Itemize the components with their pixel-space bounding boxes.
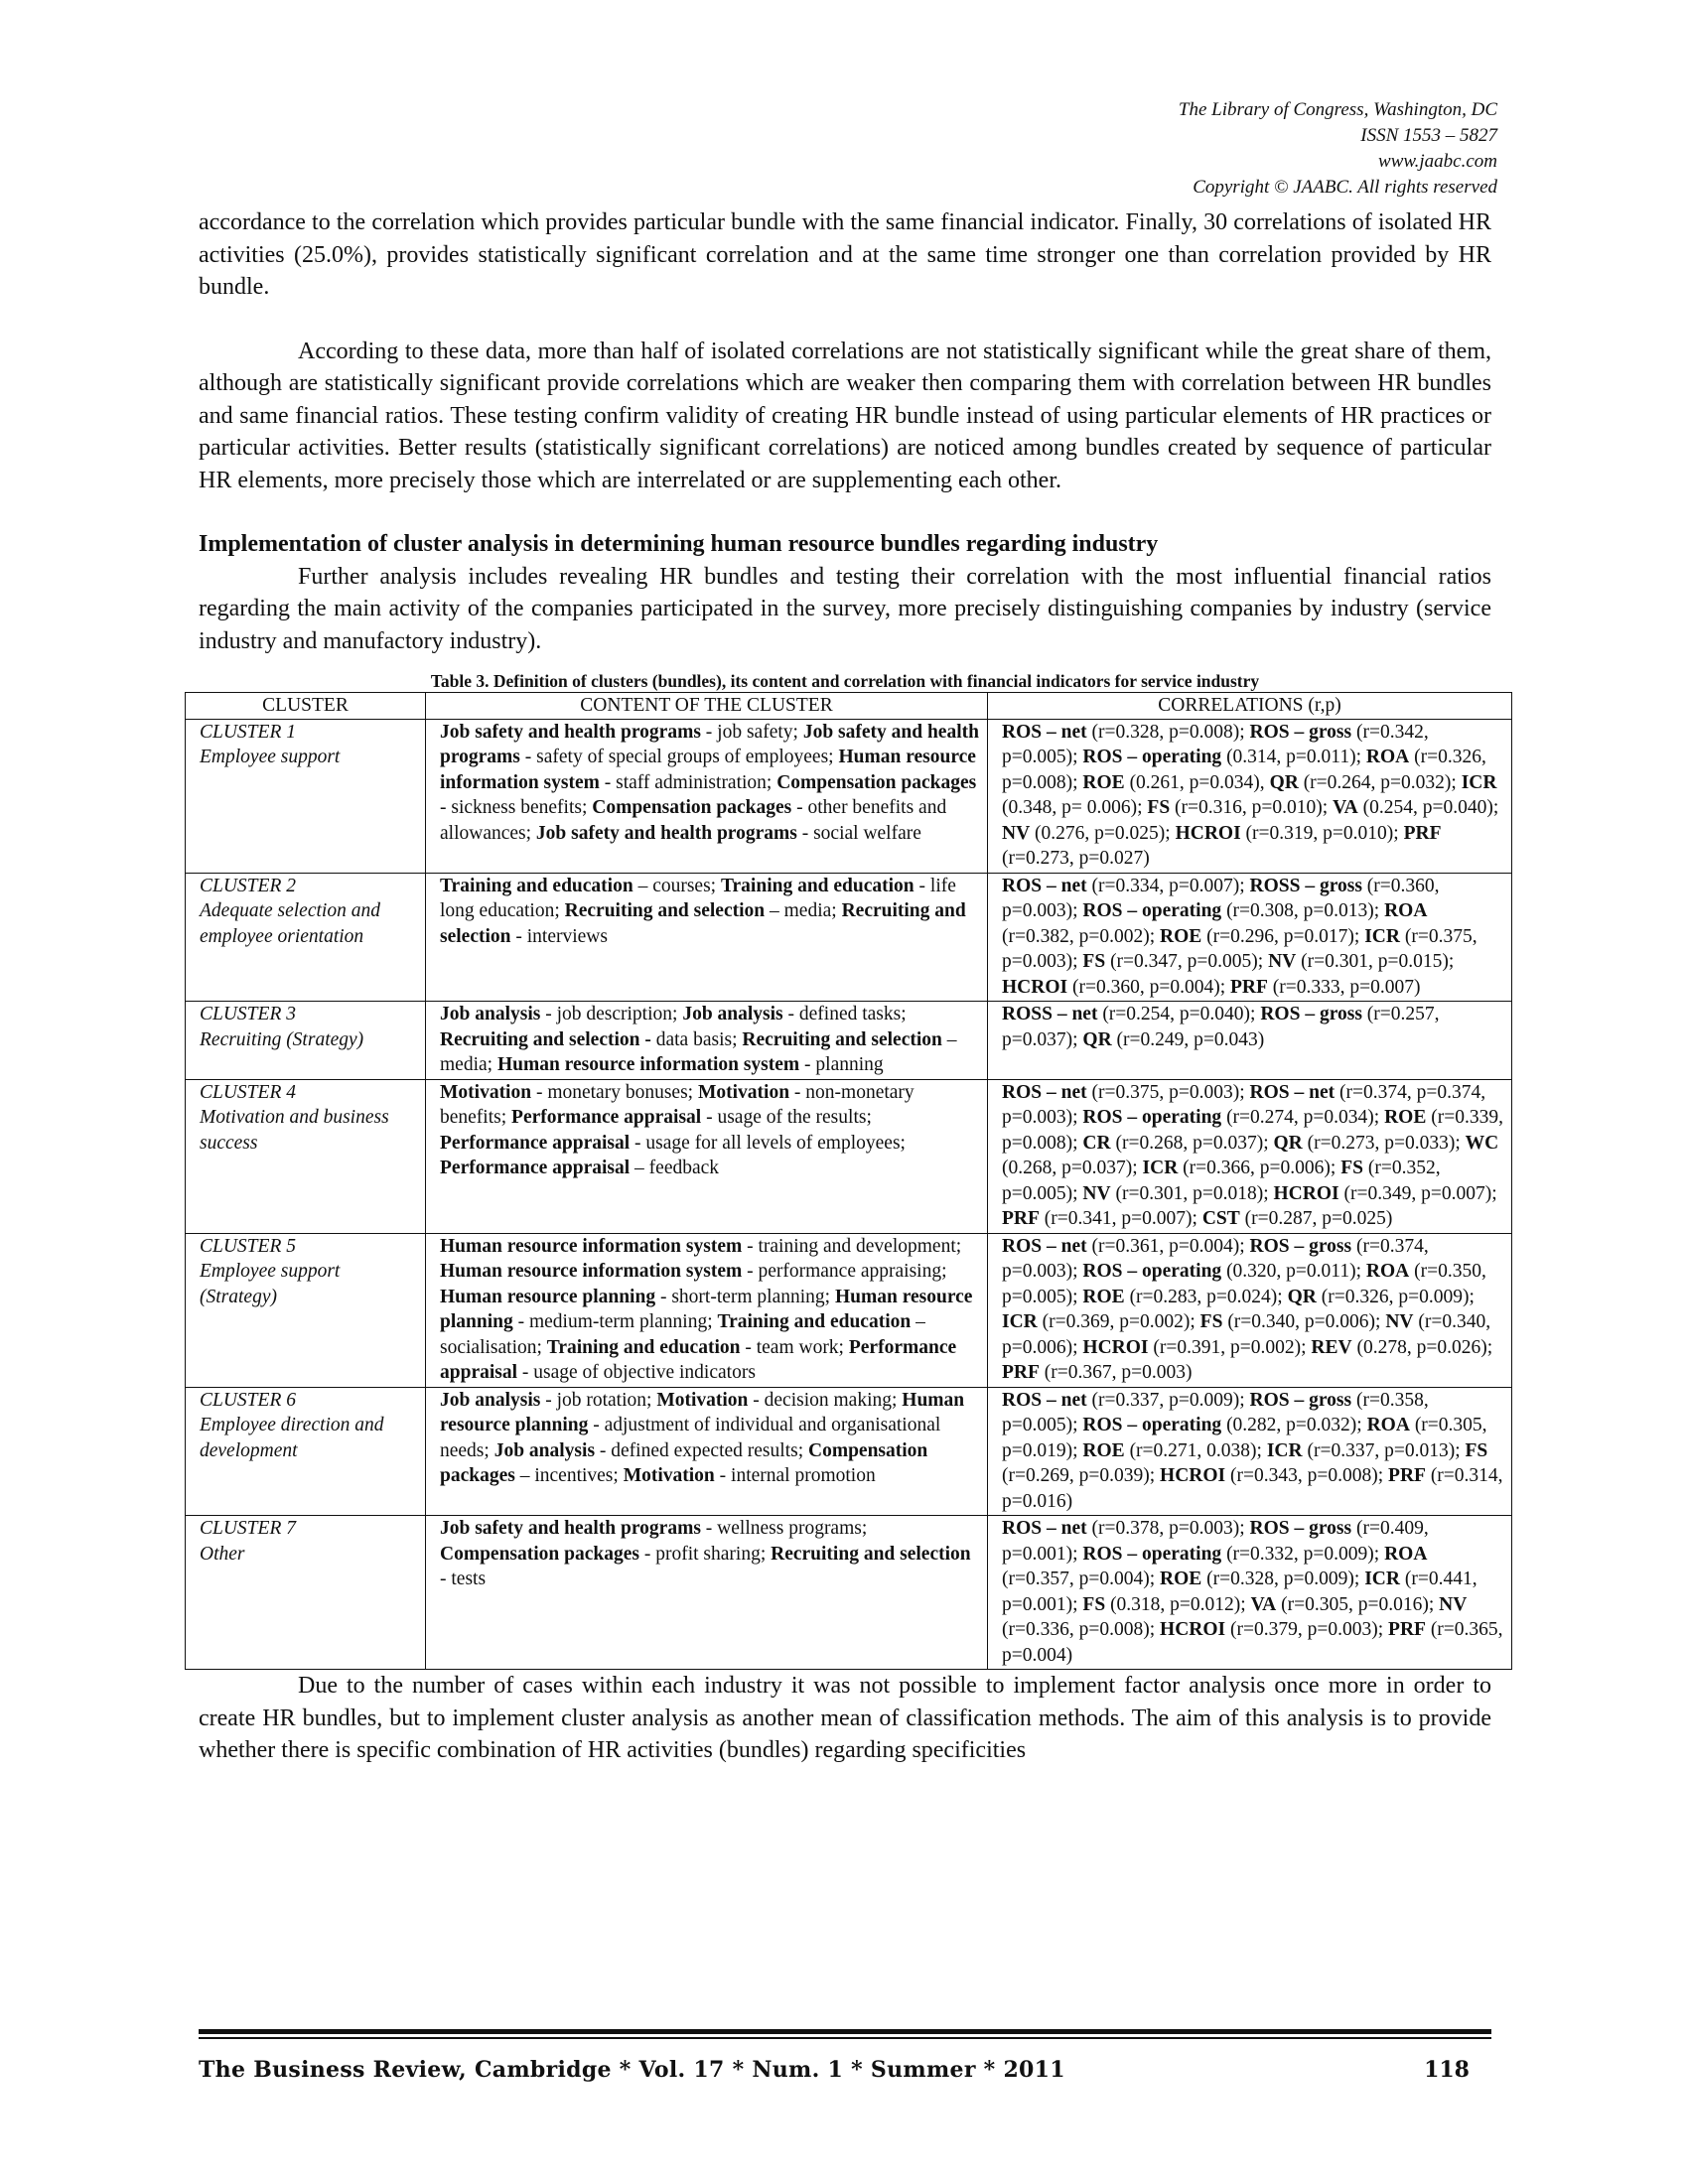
indicator-values: (r=0.316, p=0.010);	[1170, 797, 1334, 818]
indicator-values: (0.254, p=0.040);	[1357, 797, 1499, 818]
hr-activity-name: Performance appraisal	[440, 1158, 631, 1178]
table-row	[186, 1233, 1512, 1387]
cluster-cell	[186, 719, 426, 873]
cluster-description: Employee support (Strategy)	[200, 1261, 341, 1307]
indicator-values: (0.348, p= 0.006);	[1002, 797, 1148, 818]
column-header-cluster: CLUSTER	[186, 693, 426, 720]
correlations-cell	[988, 873, 1512, 1002]
indicator-name: ICR	[1461, 771, 1497, 793]
indicator-values: (0.318, p=0.012);	[1105, 1593, 1251, 1615]
cluster-cell	[186, 1079, 426, 1233]
indicator-name: ROS – operating	[1082, 1261, 1222, 1282]
indicator-name: VA	[1333, 797, 1358, 818]
indicator-values: (r=0.339, p=0.008);	[1002, 1107, 1503, 1154]
hr-activity-detail: - team work;	[740, 1336, 849, 1358]
hr-activity-name: Job safety and health programs	[440, 721, 979, 767]
indicator-name: QR	[1287, 1286, 1317, 1307]
hr-activity-detail: - sickness benefits;	[440, 797, 593, 818]
hr-activity-detail: - defined tasks;	[782, 1004, 907, 1024]
indicator-values: (r=0.350, p=0.005);	[1002, 1261, 1486, 1307]
indicator-name: NV	[1439, 1593, 1468, 1615]
indicator-name: ROS – operating	[1082, 1415, 1222, 1435]
indicator-values: (r=0.409, p=0.001);	[1002, 1518, 1429, 1565]
indicator-name: ICR	[1002, 1311, 1038, 1332]
indicator-values: (r=0.328, p=0.009);	[1201, 1569, 1365, 1589]
cluster-content-cell	[426, 1387, 988, 1516]
indicator-name: QR	[1082, 1028, 1112, 1050]
cluster-description: Other	[200, 1543, 245, 1565]
indicator-values: (r=0.319, p=0.010);	[1240, 822, 1404, 844]
indicator-values: (r=0.360, p=0.004);	[1067, 976, 1230, 998]
paragraph-further-analysis: Further analysis includes revealing HR bundles and testing their correlation with the most influential financial ratios regarding the main activity of the companies participated in the survey, more precisely distinguishing companies by industry (service industry and manufactory industry).	[199, 563, 1491, 654]
indicator-name: PRF	[1388, 1465, 1426, 1486]
indicator-name: ROS – operating	[1082, 1543, 1222, 1565]
cluster-content-cell	[426, 719, 988, 873]
indicator-values: (r=0.314, p=0.016)	[1002, 1465, 1503, 1512]
correlations-cell	[988, 1079, 1512, 1233]
table-row	[186, 1079, 1512, 1233]
indicator-values: (0.261, p=0.034),	[1124, 771, 1270, 793]
indicator-name: HCROI	[1175, 822, 1241, 844]
hr-activity-detail: - safety of special groups of employees;	[519, 747, 839, 767]
indicator-name: ROE	[1160, 1569, 1202, 1589]
main-content	[199, 206, 1503, 1767]
indicator-name: FS	[1082, 951, 1106, 972]
hr-activity-name: Recruiting and selection	[564, 900, 766, 921]
column-header-content: CONTENT OF THE CLUSTER	[426, 693, 988, 720]
section-heading: Implementation of cluster analysis in determining human resource bundles regarding industry	[199, 531, 1159, 557]
hr-activity-detail: - other benefits and allowances;	[440, 797, 947, 844]
indicator-name: ROA	[1365, 747, 1410, 767]
indicator-values: (r=0.308, p=0.013);	[1221, 900, 1385, 921]
indicator-name: ROS – net	[1002, 721, 1087, 743]
cluster-description: Adequate selection and employee orientation	[200, 900, 380, 947]
hr-activity-detail: - job safety;	[700, 721, 803, 743]
hr-activity-name: Compensation packages	[440, 1439, 928, 1486]
indicator-name: ROA	[1366, 1415, 1410, 1435]
hr-activity-detail: - adjustment of individual and organisational needs;	[440, 1415, 941, 1461]
hr-activity-detail: – socialisation;	[440, 1311, 925, 1358]
hr-activity-detail: - training and development;	[742, 1235, 962, 1257]
correlations-cell	[988, 1387, 1512, 1516]
hr-activity-detail: - wellness programs;	[700, 1518, 868, 1539]
indicator-values: (r=0.382, p=0.002);	[1002, 925, 1161, 947]
hr-activity-name: Training and education	[440, 875, 633, 896]
table-header-row	[186, 693, 1512, 720]
indicator-values: (r=0.283, p=0.024);	[1124, 1286, 1288, 1307]
hr-activity-name: Performance appraisal	[440, 1132, 631, 1154]
indicator-name: ROE	[1082, 1439, 1125, 1461]
indicator-values: (r=0.305, p=0.016);	[1276, 1593, 1440, 1615]
hr-activity-detail: - short-term planning;	[655, 1286, 835, 1307]
table-row	[186, 1002, 1512, 1080]
indicator-values: (r=0.273, p=0.027)	[1002, 848, 1150, 869]
header-line-1: The Library of Congress, Washington, DC	[1178, 99, 1497, 120]
hr-activity-name: Training and education	[546, 1336, 741, 1358]
hr-activity-name: Compensation packages	[776, 771, 977, 793]
hr-activity-detail: – courses;	[633, 875, 721, 896]
hr-activity-name: Motivation	[697, 1081, 790, 1103]
cluster-description: Recruiting (Strategy)	[200, 1028, 364, 1050]
table-row	[186, 1387, 1512, 1516]
indicator-values: (r=0.441, p=0.001);	[1002, 1569, 1477, 1615]
clusters-table	[185, 692, 1512, 1670]
indicator-values: (r=0.341, p=0.007);	[1039, 1208, 1202, 1229]
hr-activity-name: Motivation	[440, 1081, 532, 1103]
hr-activity-detail: - social welfare	[796, 822, 921, 844]
hr-activity-detail: - monetary bonuses;	[531, 1081, 698, 1103]
indicator-name: WC	[1465, 1132, 1499, 1154]
correlations-cell	[988, 1002, 1512, 1080]
indicator-name: FS	[1199, 1311, 1223, 1332]
hr-activity-name: Job analysis	[440, 1389, 541, 1411]
hr-activity-name: Job analysis	[682, 1004, 783, 1024]
indicator-values: (r=0.269, p=0.039);	[1002, 1465, 1161, 1486]
indicator-name: PRF	[1403, 822, 1442, 844]
indicator-values: (0.314, p=0.011);	[1221, 747, 1366, 767]
indicator-values: (r=0.333, p=0.007)	[1267, 976, 1421, 998]
indicator-values: (r=0.349, p=0.007);	[1338, 1182, 1497, 1204]
indicator-values: (r=0.249, p=0.043)	[1111, 1028, 1265, 1050]
indicator-name: ROS – net	[1249, 1081, 1336, 1103]
indicator-name: QR	[1269, 771, 1299, 793]
indicator-name: ROS – gross	[1260, 1004, 1362, 1024]
hr-activity-detail: - usage for all levels of employees;	[630, 1132, 906, 1154]
indicator-values: (r=0.375, p=0.003);	[1086, 1081, 1250, 1103]
indicator-name: FS	[1147, 797, 1171, 818]
indicator-values: (r=0.343, p=0.008);	[1225, 1465, 1389, 1486]
header-line-2: ISSN 1553 – 5827	[1360, 125, 1497, 146]
hr-activity-name: Performance appraisal	[440, 1336, 957, 1383]
hr-activity-detail: - internal promotion	[714, 1465, 876, 1486]
hr-activity-detail: - job description;	[540, 1004, 683, 1024]
indicator-name: CR	[1082, 1132, 1111, 1154]
indicator-values: (r=0.254, p=0.040);	[1097, 1004, 1261, 1024]
indicator-values: (r=0.301, p=0.015);	[1296, 951, 1455, 972]
indicator-values: (r=0.271, 0.038);	[1124, 1439, 1267, 1461]
hr-activity-name: Human resource information system	[496, 1054, 800, 1075]
indicator-name: ICR	[1364, 1569, 1400, 1589]
hr-activity-name: Job safety and health programs	[440, 721, 701, 743]
hr-activity-name: Recruiting and selection -	[440, 1028, 651, 1050]
indicator-values: (r=0.268, p=0.037);	[1110, 1132, 1274, 1154]
indicator-name: HCROI	[1002, 976, 1068, 998]
page-number: 118	[1424, 2057, 1470, 2083]
hr-activity-detail: – media;	[765, 900, 842, 921]
header-line-4: Copyright © JAABC. All rights reserved	[1193, 177, 1497, 198]
indicator-name: PRF	[1002, 1208, 1040, 1229]
cluster-cell	[186, 1516, 426, 1670]
indicator-name: ROS – net	[1002, 875, 1087, 896]
indicator-values: (r=0.374, p=0.374, p=0.003);	[1002, 1081, 1486, 1128]
indicator-values: (r=0.337, p=0.009);	[1086, 1389, 1250, 1411]
correlations-cell	[988, 719, 1512, 873]
indicator-name: NV	[1268, 951, 1297, 972]
paragraph-isolated-correlations: According to these data, more than half of isolated correlations are not statistically significant while the great share of them, although are statistically significant provide correlations which are weaker then comparing them with correlation between HR bundles and same financial ratios. These testing confirm validity of creating HR bundle instead of using particular elements of HR practices or particular activities. Better results (statistically significant correlations) are noticed among bundles created by sequence of particular HR elements, more precisely those which are interrelated or are supplementing each other.	[199, 338, 1491, 493]
indicator-values: (r=0.326, p=0.008);	[1002, 747, 1486, 793]
footer-rule	[199, 2029, 1491, 2034]
indicator-name: ROSS – net	[1002, 1004, 1098, 1024]
indicator-name: ROS – net	[1002, 1518, 1087, 1539]
indicator-values: (r=0.365, p=0.004)	[1002, 1619, 1503, 1666]
indicator-values: (r=0.366, p=0.006);	[1178, 1158, 1341, 1178]
running-header	[1179, 97, 1497, 201]
correlations-cell	[988, 1516, 1512, 1670]
indicator-name: ROS – gross	[1249, 1235, 1352, 1257]
hr-activity-detail: - usage of the results;	[701, 1107, 872, 1128]
hr-activity-name: Job analysis	[440, 1004, 541, 1024]
hr-activity-name: Human resource information system	[440, 747, 976, 793]
hr-activity-detail: - life long education;	[440, 875, 956, 921]
hr-activity-name: Motivation	[623, 1465, 715, 1486]
indicator-name: ROS – operating	[1082, 900, 1222, 921]
cluster-name: CLUSTER 4	[200, 1081, 296, 1103]
indicator-values: (r=0.326, p=0.009);	[1316, 1286, 1475, 1307]
hr-activity-detail: data basis;	[650, 1028, 743, 1050]
table-caption: Table 3. Definition of clusters (bundles), its content and correlation with financial indicators for service industry	[430, 671, 1260, 691]
cluster-cell	[186, 873, 426, 1002]
hr-activity-detail: - profit sharing;	[638, 1543, 772, 1565]
indicator-values: (r=0.274, p=0.034);	[1221, 1107, 1385, 1128]
indicator-name: ROA	[1384, 900, 1428, 921]
hr-activity-name: Human resource planning	[440, 1286, 973, 1332]
table-row	[186, 873, 1512, 1002]
indicator-name: HCROI	[1160, 1465, 1226, 1486]
cluster-cell	[186, 1233, 426, 1387]
cluster-name: CLUSTER 6	[200, 1389, 296, 1411]
indicator-values: (r=0.340, p=0.006);	[1002, 1311, 1491, 1358]
indicator-name: ROS – gross	[1249, 1518, 1352, 1539]
cluster-content-cell	[426, 873, 988, 1002]
indicator-values: (r=0.367, p=0.003)	[1039, 1362, 1193, 1383]
indicator-values: (r=0.296, p=0.017);	[1201, 925, 1365, 947]
indicator-values: (r=0.369, p=0.002);	[1037, 1311, 1200, 1332]
hr-activity-detail: - non-monetary benefits;	[440, 1081, 914, 1128]
indicator-name: ROE	[1384, 1107, 1427, 1128]
cluster-description: Employee direction and development	[200, 1415, 384, 1461]
indicator-name: ROS – gross	[1249, 1389, 1352, 1411]
indicator-values: (0.320, p=0.011);	[1221, 1261, 1366, 1282]
cluster-name: CLUSTER 1	[200, 721, 296, 743]
hr-activity-detail: - performance appraising;	[742, 1261, 947, 1282]
indicator-values: (r=0.358, p=0.005);	[1002, 1389, 1429, 1435]
indicator-name: NV	[1082, 1182, 1111, 1204]
cluster-description: Motivation and business success	[200, 1107, 389, 1154]
hr-activity-detail: - usage of objective indicators	[517, 1362, 756, 1383]
hr-activity-name: Compensation packages	[592, 797, 792, 818]
indicator-values: (r=0.337, p=0.013);	[1302, 1439, 1466, 1461]
indicator-values: (r=0.328, p=0.008);	[1086, 721, 1250, 743]
indicator-values: (r=0.257, p=0.037);	[1002, 1004, 1440, 1050]
indicator-name: ROE	[1082, 1286, 1125, 1307]
hr-activity-name: Compensation packages	[440, 1543, 639, 1565]
indicator-name: ICR	[1364, 925, 1400, 947]
indicator-name: HCROI	[1160, 1619, 1226, 1640]
hr-activity-name: Motivation	[656, 1389, 749, 1411]
indicator-values: (r=0.340, p=0.006);	[1222, 1311, 1386, 1332]
indicator-name: ROS – net	[1002, 1235, 1087, 1257]
cluster-cell	[186, 1002, 426, 1080]
indicator-values: (r=0.334, p=0.007);	[1086, 875, 1250, 896]
indicator-name: QR	[1273, 1132, 1303, 1154]
indicator-name: FS	[1340, 1158, 1363, 1178]
hr-activity-detail: - decision making;	[748, 1389, 903, 1411]
indicator-name: REV	[1311, 1336, 1352, 1358]
indicator-name: PRF	[1002, 1362, 1040, 1383]
cluster-name: CLUSTER 5	[200, 1235, 296, 1257]
indicator-name: HCROI	[1273, 1182, 1339, 1204]
indicator-name: NV	[1385, 1311, 1414, 1332]
indicator-name: ROS – operating	[1082, 1107, 1222, 1128]
indicator-values: (r=0.375, p=0.003);	[1002, 925, 1477, 972]
cluster-name: CLUSTER 7	[200, 1518, 296, 1539]
cluster-name: CLUSTER 2	[200, 875, 296, 896]
indicator-values: (r=0.360, p=0.003);	[1002, 875, 1440, 921]
indicator-name: HCROI	[1082, 1336, 1149, 1358]
cluster-content-cell	[426, 1233, 988, 1387]
indicator-name: ROA	[1384, 1543, 1428, 1565]
indicator-values: (r=0.273, p=0.033);	[1302, 1132, 1466, 1154]
indicator-name: PRF	[1230, 976, 1268, 998]
indicator-name: ROS – gross	[1249, 721, 1352, 743]
indicator-name: ROSS – gross	[1249, 875, 1362, 896]
indicator-values: (0.268, p=0.037);	[1002, 1158, 1143, 1178]
hr-activity-detail: – incentives;	[514, 1465, 624, 1486]
indicator-name: FS	[1465, 1439, 1488, 1461]
hr-activity-detail: - planning	[799, 1054, 884, 1075]
indicator-name: CST	[1201, 1208, 1240, 1229]
indicator-values: (0.276, p=0.025);	[1030, 822, 1176, 844]
header-line-3: www.jaabc.com	[1378, 151, 1497, 172]
indicator-values: (r=0.352, p=0.005);	[1002, 1158, 1441, 1204]
indicator-values: (r=0.361, p=0.004);	[1086, 1235, 1250, 1257]
indicator-name: ICR	[1266, 1439, 1303, 1461]
hr-activity-name: Human resource information system	[440, 1235, 743, 1257]
hr-activity-detail: - staff administration;	[599, 771, 777, 793]
indicator-name: VA	[1250, 1593, 1277, 1615]
indicator-values: (r=0.347, p=0.005);	[1105, 951, 1269, 972]
table-body	[186, 719, 1512, 1670]
hr-activity-detail: - medium-term planning;	[512, 1311, 718, 1332]
hr-activity-name: Job analysis	[493, 1439, 596, 1461]
indicator-values: (r=0.378, p=0.003);	[1086, 1518, 1250, 1539]
indicator-values: (r=0.342, p=0.005);	[1002, 721, 1429, 767]
hr-activity-detail: – feedback	[630, 1158, 720, 1178]
hr-activity-name: Human resource planning	[440, 1389, 965, 1435]
indicator-values: (r=0.332, p=0.009);	[1221, 1543, 1385, 1565]
cluster-content-cell	[426, 1079, 988, 1233]
footer-rule-thin	[199, 2037, 1491, 2039]
indicator-values: (0.278, p=0.026);	[1351, 1336, 1493, 1358]
paragraph-cluster-analysis: Due to the number of cases within each industry it was not possible to implement factor analysis once more in order to create HR bundles, but to implement cluster analysis as another mean of classification methods. The aim of this analysis is to provide whether there is specific combination of HR activities (bundles) regarding specificities	[199, 1673, 1491, 1763]
indicator-values: (r=0.264, p=0.032);	[1298, 771, 1462, 793]
indicator-name: ROA	[1365, 1261, 1410, 1282]
hr-activity-name: Human resource planning	[440, 1286, 656, 1307]
cluster-name: CLUSTER 3	[200, 1004, 296, 1024]
hr-activity-detail: - job rotation;	[540, 1389, 657, 1411]
indicator-values: (r=0.391, p=0.002);	[1148, 1336, 1312, 1358]
indicator-values: (r=0.357, p=0.004);	[1002, 1569, 1161, 1589]
hr-activity-name: Recruiting and selection	[771, 1543, 971, 1565]
indicator-name: ROS – net	[1002, 1081, 1087, 1103]
cluster-content-cell	[426, 1002, 988, 1080]
hr-activity-name: Training and education	[717, 1311, 912, 1332]
hr-activity-name: Human resource information system	[440, 1261, 743, 1282]
indicator-values: (r=0.305, p=0.019);	[1002, 1415, 1487, 1461]
indicator-values: (r=0.379, p=0.003);	[1225, 1619, 1389, 1640]
indicator-values: (r=0.287, p=0.025)	[1239, 1208, 1393, 1229]
hr-activity-name: Job safety and health programs	[440, 1518, 701, 1539]
indicator-name: ROE	[1160, 925, 1202, 947]
indicator-name: FS	[1082, 1593, 1106, 1615]
hr-activity-detail: – media;	[440, 1028, 957, 1075]
indicator-name: PRF	[1388, 1619, 1426, 1640]
hr-activity-name: Recruiting and selection	[440, 900, 966, 947]
paragraph-continuation: accordance to the correlation which provides particular bundle with the same financial indicator. Finally, 30 correlations of isolated HR activities (25.0%), provides statistically significant correlation and at the same time stronger one than correlation provided by HR bundle.	[199, 209, 1491, 300]
correlations-cell	[988, 1233, 1512, 1387]
indicator-values: (r=0.301, p=0.018);	[1110, 1182, 1274, 1204]
indicator-name: ROS – net	[1002, 1389, 1087, 1411]
indicator-values: (r=0.374, p=0.003);	[1002, 1235, 1429, 1282]
indicator-values: (0.282, p=0.032);	[1221, 1415, 1367, 1435]
table-row	[186, 1516, 1512, 1670]
cluster-description: Employee support	[200, 747, 341, 767]
indicator-name: ROE	[1082, 771, 1125, 793]
cluster-content-cell	[426, 1516, 988, 1670]
column-header-correlations: CORRELATIONS (r,p)	[988, 693, 1512, 720]
indicator-name: NV	[1002, 822, 1031, 844]
table-row	[186, 719, 1512, 873]
footer-journal: The Business Review, Cambridge * Vol. 17 * Num. 1 * Summer * 2011	[199, 2057, 1065, 2083]
indicator-name: ROS – operating	[1082, 747, 1222, 767]
hr-activity-name: Recruiting and selection	[742, 1028, 942, 1050]
indicator-name: ICR	[1142, 1158, 1179, 1178]
hr-activity-name: Training and education	[720, 875, 914, 896]
hr-activity-detail: - tests	[440, 1569, 487, 1589]
hr-activity-detail: - defined expected results;	[595, 1439, 808, 1461]
indicator-values: (r=0.336, p=0.008);	[1002, 1619, 1161, 1640]
cluster-cell	[186, 1387, 426, 1516]
hr-activity-detail: - interviews	[510, 925, 608, 947]
hr-activity-name: Job safety and health programs	[535, 822, 797, 844]
hr-activity-name: Performance appraisal	[511, 1107, 702, 1128]
